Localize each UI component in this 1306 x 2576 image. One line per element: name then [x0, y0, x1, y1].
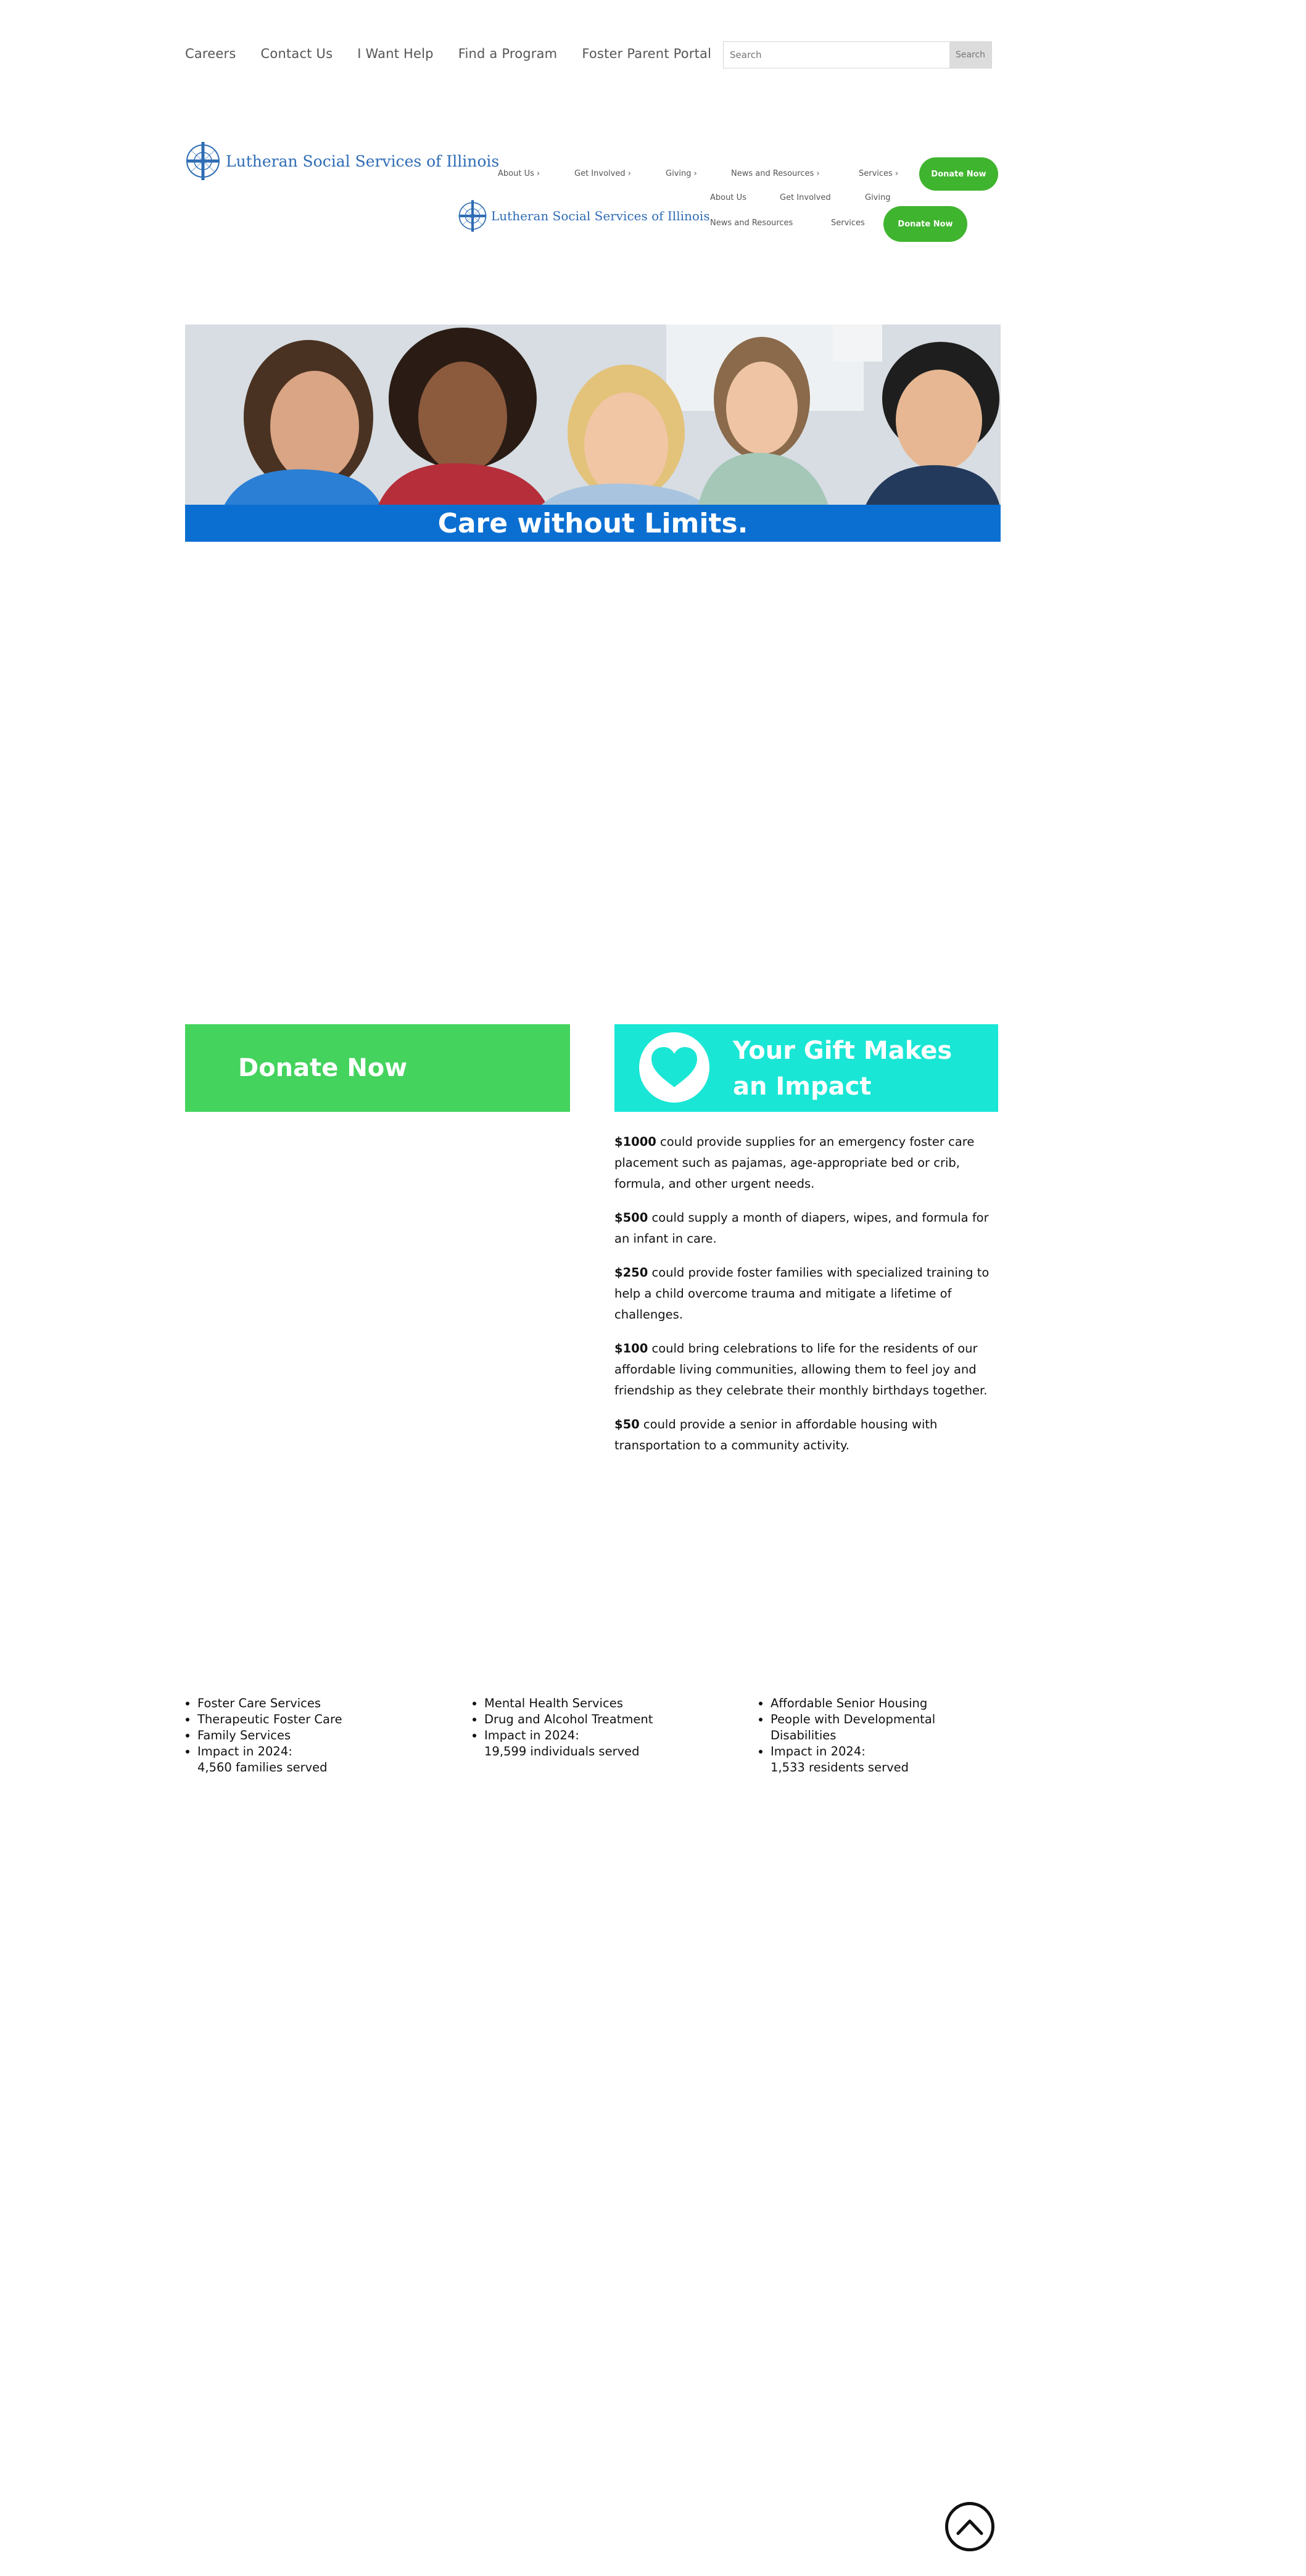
gift-description: could provide supplies for an emergency foster care placement such as pajamas, age-appropriate bed or crib, formula, and other urgent needs.: [614, 1135, 975, 1191]
gift-item-250: [614, 1262, 1001, 1325]
hero-photo-children: [185, 325, 1001, 510]
sticky-nav-get-involved[interactable]: Get Involved: [780, 193, 831, 202]
gift-description: could provide foster families with specialized training to help a child overcome trauma and mitigate a lifetime of challenges.: [614, 1265, 990, 1322]
sticky-nav-news[interactable]: News and Resources: [710, 218, 793, 228]
utility-nav: [185, 38, 736, 69]
nav-item-label: Giving: [666, 169, 692, 178]
gift-impact-list: [614, 1132, 1001, 1469]
search-form: [723, 41, 992, 68]
sticky-nav-about[interactable]: About Us: [710, 193, 746, 202]
program-item: • Affordable Senior Housing: [771, 1696, 962, 1712]
gift-amount: $250: [614, 1265, 648, 1280]
search-button[interactable]: Search: [949, 42, 991, 68]
nav-item-label: News and Resources: [731, 169, 814, 178]
impact-value: 4,560 families served: [197, 1760, 328, 1775]
gift-amount: $500: [614, 1211, 648, 1225]
utility-link-i-want-help[interactable]: I Want Help: [357, 46, 434, 61]
nav-donate-button[interactable]: Donate Now: [919, 157, 998, 191]
sticky-nav-services[interactable]: Services: [831, 218, 865, 228]
impact-value: 1,533 residents served: [771, 1760, 909, 1775]
gift-description: could provide a senior in affordable housing with transportation to a community activity.: [614, 1417, 938, 1452]
program-column-housing: [758, 1696, 962, 1776]
gift-amount: $50: [614, 1417, 640, 1431]
donate-now-banner[interactable]: [185, 1024, 570, 1112]
program-item: • Therapeutic Foster Care: [197, 1712, 450, 1728]
program-item: • Foster Care Services: [197, 1696, 450, 1712]
nav-item-about[interactable]: About Us ›: [498, 169, 540, 178]
gift-amount: $100: [614, 1341, 648, 1356]
sticky-nav-giving[interactable]: Giving: [865, 193, 891, 202]
hero-tagline: Care without Limits.: [437, 507, 748, 539]
utility-link-foster-portal[interactable]: Foster Parent Portal: [582, 46, 712, 61]
utility-link-contact[interactable]: Contact Us: [260, 46, 333, 61]
program-column-behavioral: [472, 1696, 737, 1760]
program-impact: [197, 1744, 450, 1776]
heart-icon: [649, 1045, 700, 1090]
gift-item-1000: [614, 1132, 1001, 1195]
hero-banner: [185, 505, 1001, 542]
gift-amount: $1000: [614, 1135, 656, 1149]
search-input[interactable]: [724, 42, 949, 68]
utility-link-careers[interactable]: Careers: [185, 46, 236, 61]
nav-item-label: Services: [859, 169, 893, 178]
chevron-up-icon: [956, 2517, 984, 2536]
impact-label: Impact in 2024:: [771, 1744, 866, 1758]
nav-item-label: About Us: [498, 169, 534, 178]
cross-logo-icon: [458, 199, 487, 233]
gift-impact-title: Your Gift Makes an Impact: [733, 1037, 953, 1101]
program-impact: [484, 1728, 737, 1760]
site-logo[interactable]: [185, 141, 499, 181]
nav-item-giving[interactable]: Giving ›: [666, 169, 697, 178]
program-impact: [771, 1744, 962, 1776]
nav-item-services[interactable]: Services ›: [859, 169, 899, 178]
gift-item-50: [614, 1414, 1001, 1456]
gift-impact-header: [614, 1024, 998, 1112]
gift-item-500: [614, 1207, 1001, 1249]
sticky-logo[interactable]: [458, 199, 710, 233]
impact-label: Impact in 2024:: [197, 1744, 292, 1758]
program-item: • Family Services: [197, 1728, 450, 1744]
program-item: • Mental Health Services: [484, 1696, 737, 1712]
impact-value: 19,599 individuals served: [484, 1744, 640, 1758]
nav-item-news[interactable]: News and Resources ›: [731, 169, 820, 178]
sticky-logo-text: Lutheran Social Services of Illinois: [491, 209, 710, 223]
gift-description: could bring celebrations to life for the residents of our affordable living communities, allowing them to feel joy and friendship as they celebrate their monthly birthdays together.: [614, 1341, 988, 1398]
program-column-family: [185, 1696, 450, 1776]
sticky-donate-button[interactable]: Donate Now: [883, 206, 967, 242]
utility-link-find-program[interactable]: Find a Program: [458, 46, 558, 61]
hero-image: [185, 325, 1001, 542]
nav-item-get-involved[interactable]: Get Involved ›: [574, 169, 631, 178]
gift-item-100: [614, 1338, 1001, 1401]
site-logo-text: Lutheran Social Services of Illinois: [226, 152, 500, 170]
impact-label: Impact in 2024:: [484, 1728, 579, 1742]
cross-logo-icon: [185, 141, 221, 181]
gift-description: could supply a month of diapers, wipes, and formula for an infant in care.: [614, 1211, 989, 1246]
back-to-top-button[interactable]: [945, 2502, 994, 2551]
program-item: • Drug and Alcohol Treatment: [484, 1712, 737, 1728]
donate-now-label: Donate Now: [238, 1054, 408, 1082]
nav-item-label: Get Involved: [574, 169, 626, 178]
heart-icon-circle: [639, 1032, 709, 1103]
program-item: • People with Developmental Disabilities: [771, 1712, 962, 1744]
